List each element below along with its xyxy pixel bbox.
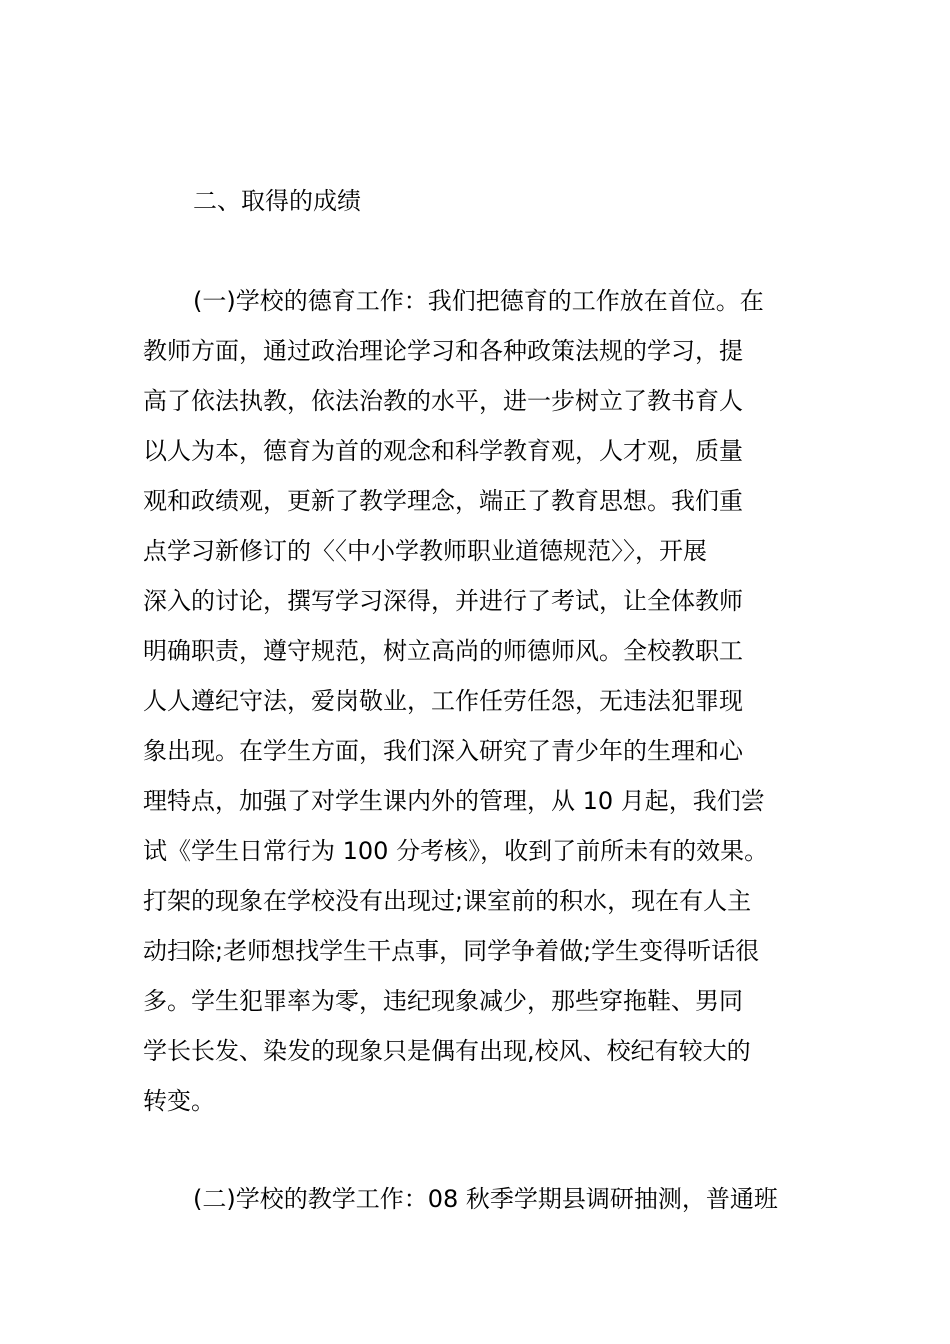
paragraph-line: 深入的讨论，撰写学习深得，并进行了考试，让全体教师 [143,587,743,615]
paragraph-line: 教师方面，通过政治理论学习和各种政策法规的学习，提 [143,337,743,365]
paragraph-line: (二)学校的教学工作：08 秋季学期县调研抽测，普通班 [193,1185,778,1213]
paragraph-line: 试《学生日常行为 100 分考核》，收到了前所未有的效果。 [143,837,769,865]
paragraph-line: 理特点，加强了对学生课内外的管理，从 10 月起，我们尝 [143,787,765,815]
paragraph-line: 明确职责，遵守规范，树立高尚的师德师风。全校教职工 [143,637,743,665]
paragraph-line: 观和政绩观，更新了教学理念，端正了教育思想。我们重 [143,487,743,515]
paragraph-teaching-work [143,1179,823,1229]
paragraph-line: 学长长发、染发的现象只是偶有出现,校风、校纪有较大的 [143,1037,751,1065]
paragraph-line: 打架的现象在学校没有出现过;课室前的积水，现在有人主 [143,887,752,915]
paragraph-line: 转变。 [143,1087,215,1115]
paragraph-line: 以人为本，德育为首的观念和科学教育观，人才观，质量 [143,437,743,465]
paragraph-moral-education [143,281,823,1131]
paragraph-line: 人人遵纪守法，爱岗敬业，工作任劳任怨，无违法犯罪现 [143,687,743,715]
paragraph-line: 象出现。在学生方面，我们深入研究了青少年的生理和心 [143,737,743,765]
section-heading: 二、取得的成绩 [193,187,361,215]
paragraph-line: 多。学生犯罪率为零，违纪现象减少，那些穿拖鞋、男同 [143,987,743,1015]
paragraph-line: 高了依法执教，依法治教的水平，进一步树立了教书育人 [143,387,743,415]
paragraph-line: (一)学校的德育工作：我们把德育的工作放在首位。在 [193,287,764,315]
paragraph-line: 动扫除;老师想找学生干点事，同学争着做;学生变得听话很 [143,937,760,965]
paragraph-line: 点学习新修订的〈〈中小学教师职业道德规范〉〉，开展 [143,537,707,565]
